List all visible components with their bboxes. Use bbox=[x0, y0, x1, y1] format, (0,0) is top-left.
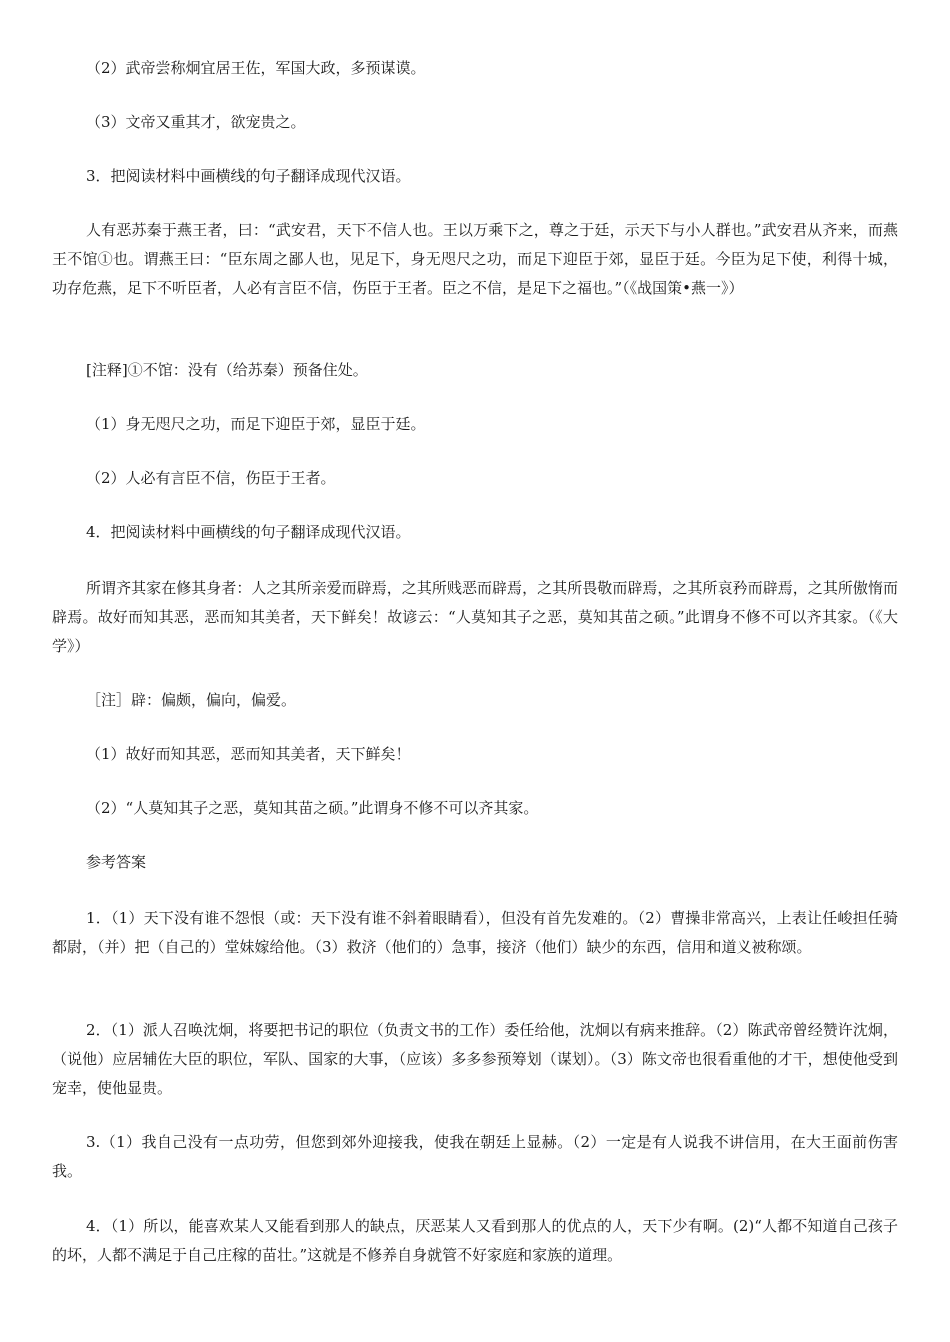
answer-1: 1．（1）天下没有谁不怨恨（或：天下没有谁不斜着眼睛看），但没有首先发难的。（2）曹操非常高兴，上表让任峻担任骑都尉，（并）把（自己的）堂妹嫁给他。（3）救济（他们的）急事，接济（他们）缺少的东西，信用和道义被称颂。 bbox=[52, 909, 898, 956]
answer-3: 3.（1）我自己没有一点功劳，但您到郊外迎接我，使我在朝廷上显赫。（2）一定是有人说我不讲信用，在大王面前伤害我。 bbox=[52, 1133, 898, 1180]
answer-2: 2．（1）派人召唤沈炯，将要把书记的职位（负责文书的工作）委任给他，沈炯以有病来推辞。（2）陈武帝曾经赞许沈炯，（说他）应居辅佐大臣的职位，军队、国家的大事，（应该）多多参预筹划（谋划）。（3）陈文帝也很看重他的才干，想使他受到宠幸，使他显贵。 bbox=[52, 1021, 898, 1097]
question-3-item-2: （2）人必有言臣不信，伤臣于王者。 bbox=[86, 469, 336, 487]
question-3-heading: 3．把阅读材料中画横线的句子翻译成现代汉语。 bbox=[86, 167, 411, 185]
question-4-item-2: （2）“人莫知其子之恶，莫知其苗之硕。”此谓身不修不可以齐其家。 bbox=[86, 799, 539, 817]
passage-zhanguoce: 人有恶苏秦于燕王者，曰：“武安君，天下不信人也。王以万乘下之，尊之于廷，示天下与小人群也。”武安君从齐来，而燕王不馆①也。谓燕王曰：“臣东周之鄙人也，见足下，身无咫尺之功，而足下迎臣于郊，显臣于廷。今臣为足下使，利得十城，功存危燕，足下不听臣者，人必有言臣不信，伤臣于王者。臣之不信，是足下之福也。”（《战国策•燕一》） bbox=[52, 221, 898, 297]
passage-daxue: 所谓齐其家在修其身者：人之其所亲爱而辟焉，之其所贱恶而辟焉，之其所畏敬而辟焉，之其所哀矜而辟焉，之其所傲惰而辟焉。故好而知其恶，恶而知其美者，天下鲜矣！故谚云：“人莫知其子之恶，莫知其苗之硕。”此谓身不修不可以齐其家。（《大学》） bbox=[52, 579, 898, 655]
question-4-heading: 4．把阅读材料中画横线的句子翻译成现代汉语。 bbox=[86, 523, 411, 541]
answer-4: 4．（1）所以，能喜欢某人又能看到那人的缺点，厌恶某人又看到那人的优点的人，天下少有啊。(2)“人都不知道自己孩子的坏，人都不满足于自己庄稼的苗壮。”这就是不修养自身就管不好家庭和家族的道理。 bbox=[52, 1217, 898, 1264]
question-2-item-3: （3）文帝又重其才，欲宠贵之。 bbox=[86, 113, 306, 131]
question-2-item-2: （2）武帝尝称炯宜居王佐，军国大政，多预谋谟。 bbox=[86, 59, 426, 77]
question-4-item-1: （1）故好而知其恶，恶而知其美者，天下鲜矣！ bbox=[86, 745, 411, 763]
answers-heading: 参考答案 bbox=[86, 853, 147, 871]
note-pi: ［注］辟：偏颇，偏向，偏爱。 bbox=[86, 691, 297, 709]
question-3-item-1: （1）身无咫尺之功，而足下迎臣于郊，显臣于廷。 bbox=[86, 415, 426, 433]
note-buguan: [注释]①不馆：没有（给苏秦）预备住处。 bbox=[86, 361, 368, 379]
